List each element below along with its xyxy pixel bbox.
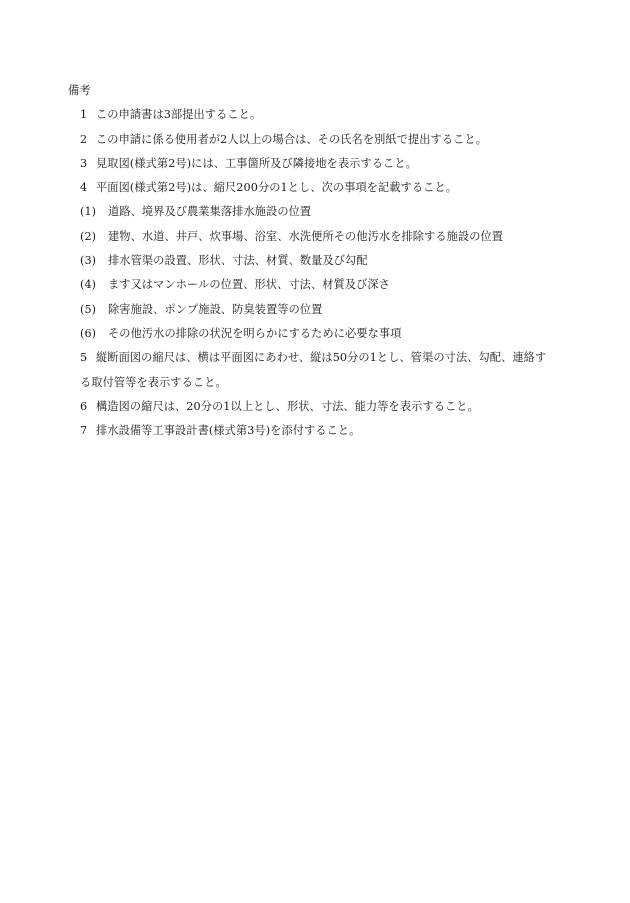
sub-list-item xyxy=(68,225,568,249)
item-text: この申請に係る使用者が2人以上の場合は、その氏名を別紙で提出すること。 xyxy=(96,132,487,146)
list-item xyxy=(68,128,568,152)
item-number: 7 xyxy=(80,424,88,438)
list-item xyxy=(68,395,568,419)
list-item xyxy=(68,152,568,176)
list-item xyxy=(68,176,568,200)
sub-list-item xyxy=(68,322,568,346)
sub-item-text: 建物、水道、井戸、炊事場、浴室、水洗便所その他汚水を排除する施設の位置 xyxy=(108,229,504,243)
sub-item-text: 排水管渠の設置、形状、寸法、材質、数量及び勾配 xyxy=(108,254,368,268)
sub-list-item xyxy=(68,200,568,224)
item-text: 構造図の縮尺は、20分の1以上とし、形状、寸法、能力等を表示すること。 xyxy=(96,399,479,413)
item-number: 1 xyxy=(80,108,88,122)
item-text: 平面図(様式第2号)は、縮尺200分の1とし、次の事項を記載すること。 xyxy=(96,181,458,195)
remarks-heading: 備考 xyxy=(68,84,91,97)
item-text xyxy=(80,346,572,395)
list-item xyxy=(68,419,568,443)
sub-item-text: 道路、境界及び農業集落排水施設の位置 xyxy=(108,205,312,219)
sub-item-text: ます又はマンホールの位置、形状、寸法、材質及び深さ xyxy=(108,278,390,292)
sub-item-number: (4) xyxy=(80,278,97,292)
sub-item-number: (2) xyxy=(80,229,97,243)
sub-item-text: その他汚水の排除の状況を明らかにするために必要な事項 xyxy=(108,326,402,340)
sub-list-item xyxy=(68,273,568,297)
item-text-line-1: 縦断面図の縮尺は、横は平面図にあわせ、縦は50分の1とし、管渠の寸法、勾配、連絡す xyxy=(96,351,547,365)
item-text-line-2: る取付管等を表示すること。 xyxy=(80,375,227,389)
sub-item-number: (1) xyxy=(80,205,97,219)
list-item xyxy=(68,103,568,127)
list-item xyxy=(68,346,568,395)
item-number: 4 xyxy=(80,181,88,195)
item-number: 2 xyxy=(80,132,88,146)
sub-list-item xyxy=(68,249,568,273)
sub-item-text: 除害施設、ポンプ施設、防臭装置等の位置 xyxy=(108,302,323,316)
item-number: 5 xyxy=(80,351,88,365)
item-number: 3 xyxy=(80,156,88,170)
item-number: 6 xyxy=(80,399,88,413)
sub-item-number: (5) xyxy=(80,302,97,316)
remarks-section xyxy=(68,79,568,443)
sub-item-number: (3) xyxy=(80,254,97,268)
item-text: この申請書は3部提出すること。 xyxy=(96,108,262,122)
sub-list-item xyxy=(68,298,568,322)
sub-item-number: (6) xyxy=(80,326,97,340)
item-text: 排水設備等工事設計書(様式第3号)を添付すること。 xyxy=(96,424,361,438)
item-text: 見取図(様式第2号)には、工事箇所及び隣接地を表示すること。 xyxy=(96,156,417,170)
